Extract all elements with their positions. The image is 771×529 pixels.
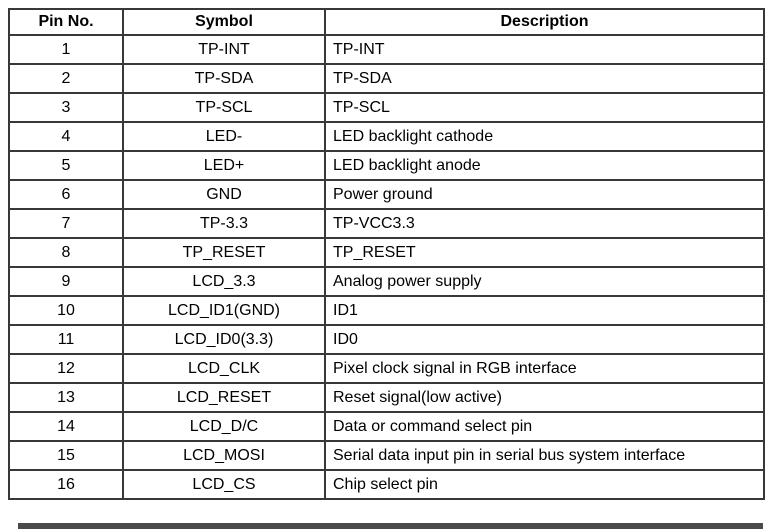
- symbol-cell: TP-3.3: [123, 209, 325, 238]
- table-row: [9, 122, 764, 151]
- symbol-cell: LED+: [123, 151, 325, 180]
- table-body: [9, 35, 764, 499]
- table-row: [9, 412, 764, 441]
- pin-cell: 2: [9, 64, 123, 93]
- symbol-cell: TP_RESET: [123, 238, 325, 267]
- pin-cell: 14: [9, 412, 123, 441]
- pin-cell: 15: [9, 441, 123, 470]
- description-cell: Pixel clock signal in RGB interface: [325, 354, 764, 383]
- header-pin-no: Pin No.: [9, 9, 123, 35]
- pin-cell: 9: [9, 267, 123, 296]
- description-cell: ID0: [325, 325, 764, 354]
- symbol-cell: LCD_CS: [123, 470, 325, 499]
- symbol-cell: LCD_RESET: [123, 383, 325, 412]
- table-header: [9, 9, 764, 35]
- description-cell: Chip select pin: [325, 470, 764, 499]
- symbol-cell: TP-SDA: [123, 64, 325, 93]
- description-cell: TP-SDA: [325, 64, 764, 93]
- description-cell: TP-VCC3.3: [325, 209, 764, 238]
- pin-cell: 10: [9, 296, 123, 325]
- table-row: [9, 267, 764, 296]
- symbol-cell: LCD_MOSI: [123, 441, 325, 470]
- description-cell: TP_RESET: [325, 238, 764, 267]
- table-row: [9, 296, 764, 325]
- symbol-cell: TP-INT: [123, 35, 325, 64]
- pin-cell: 3: [9, 93, 123, 122]
- description-cell: TP-INT: [325, 35, 764, 64]
- header-row: [9, 9, 764, 35]
- header-symbol: Symbol: [123, 9, 325, 35]
- description-cell: Reset signal(low active): [325, 383, 764, 412]
- table-row: [9, 470, 764, 499]
- symbol-cell: LED-: [123, 122, 325, 151]
- description-cell: Analog power supply: [325, 267, 764, 296]
- description-cell: LED backlight cathode: [325, 122, 764, 151]
- table-row: [9, 238, 764, 267]
- pin-cell: 13: [9, 383, 123, 412]
- pin-cell: 11: [9, 325, 123, 354]
- description-cell: Power ground: [325, 180, 764, 209]
- symbol-cell: LCD_D/C: [123, 412, 325, 441]
- pin-cell: 1: [9, 35, 123, 64]
- bottom-bar: [18, 523, 763, 529]
- pin-cell: 12: [9, 354, 123, 383]
- pin-cell: 4: [9, 122, 123, 151]
- symbol-cell: LCD_CLK: [123, 354, 325, 383]
- pin-cell: 7: [9, 209, 123, 238]
- header-description: Description: [325, 9, 764, 35]
- table-row: [9, 180, 764, 209]
- table-row: [9, 151, 764, 180]
- description-cell: LED backlight anode: [325, 151, 764, 180]
- symbol-cell: LCD_ID1(GND): [123, 296, 325, 325]
- table-row: [9, 383, 764, 412]
- symbol-cell: LCD_3.3: [123, 267, 325, 296]
- table-row: [9, 354, 764, 383]
- table-row: [9, 441, 764, 470]
- symbol-cell: GND: [123, 180, 325, 209]
- description-cell: ID1: [325, 296, 764, 325]
- pin-cell: 5: [9, 151, 123, 180]
- pin-cell: 6: [9, 180, 123, 209]
- pin-cell: 8: [9, 238, 123, 267]
- description-cell: Serial data input pin in serial bus system interface: [325, 441, 764, 470]
- table-row: [9, 209, 764, 238]
- description-cell: TP-SCL: [325, 93, 764, 122]
- table-row: [9, 64, 764, 93]
- symbol-cell: LCD_ID0(3.3): [123, 325, 325, 354]
- symbol-cell: TP-SCL: [123, 93, 325, 122]
- pin-description-table: [8, 8, 765, 500]
- table-row: [9, 325, 764, 354]
- table-row: [9, 35, 764, 64]
- description-cell: Data or command select pin: [325, 412, 764, 441]
- pin-cell: 16: [9, 470, 123, 499]
- table-row: [9, 93, 764, 122]
